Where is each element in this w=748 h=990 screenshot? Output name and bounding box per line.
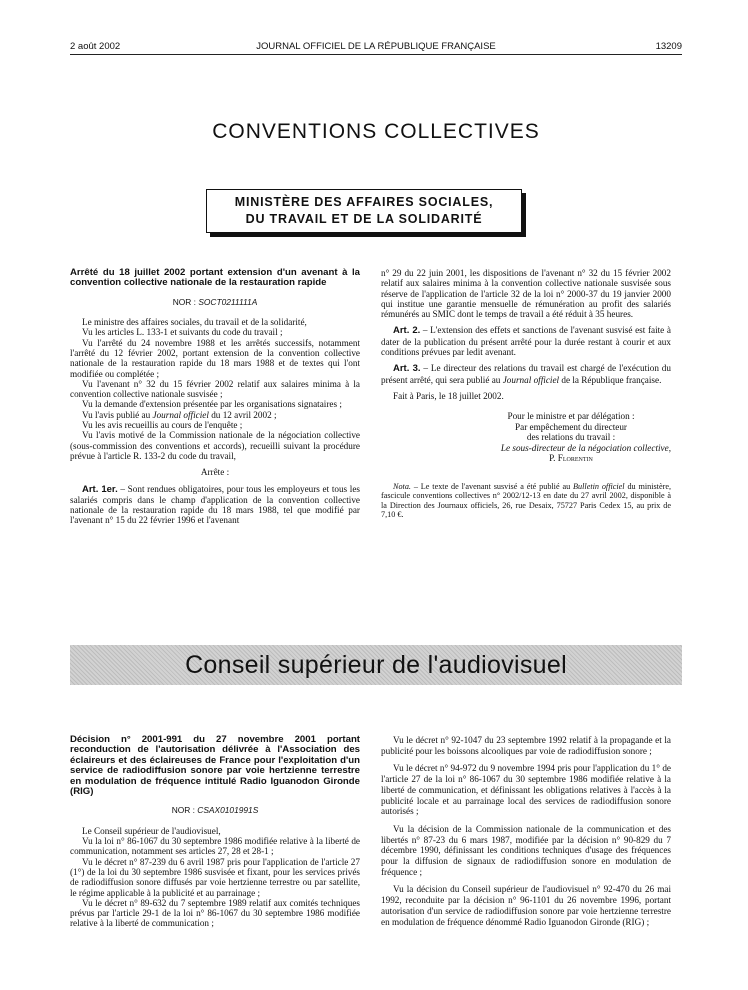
ministry-box: [206, 189, 522, 233]
article-1-text: – Sont rendues obligatoires, pour tous les employeurs et tous les salariés compris dans le champ d'application de la convention collective nationale de la restauration rapide du 18 mars 1988, tel que modifié par l'avenant n° 15 du 22 février 1996 et l'avenant: [70, 483, 360, 526]
csa-banner-title: Conseil supérieur de l'audiovisuel: [185, 650, 567, 679]
article-2-label: Art. 2.: [393, 325, 421, 337]
decision-title: Décision n° 2001-991 du 27 novembre 2001 portant reconduction de l'autorisation délivrée à l'Association des éclaireurs et des éclaireuses de France pour l'exploitation d'un service de radiodiffusion sonore par voie hertzienne terrestre en modulation de fréquence intitulé Radio Iguanodon Gironde (RIG): [70, 734, 360, 798]
visa: Vu le décret n° 89-632 du 7 septembre 1989 relatif aux comités techniques prévus par l'article 29-1 de la loi n° 86-1067 du 30 septembre 1986 modifiée relative à la liberté de communication ;: [70, 897, 360, 929]
arrete-label: Arrête :: [200, 467, 230, 478]
visa: Vu le décret n° 92-1047 du 23 septembre 1992 relatif à la propagande et la publicité pour les boissons alcooliques par voie de radiodiffusion sonore ;: [381, 735, 671, 756]
decision-nor: [70, 805, 360, 815]
visa: Vu le décret n° 94-972 du 9 novembre 1994 pris pour l'application du 1° de l'article 27 de la loi n° 86-1067 du 30 septembre 1986 modifiée relative à la liberté de communication, et définissant les obligations relatives à l'accès à la publicité locale et au parrainage local des services de radiodiffusion sonore autorisés ;: [381, 763, 671, 817]
nota: [381, 482, 671, 520]
visa: Vu l'arrêté du 24 novembre 1988 et les arrêtés successifs, notamment l'arrêté du 12 février 2002, portant extension de la convention collective nationale de la restauration rapide du 18 mars 1988 et de textes qui l'ont modifiée ou complétée ;: [70, 337, 360, 379]
article-2: [381, 325, 671, 357]
nota-label: Nota.: [393, 481, 411, 491]
arrete-nor: [70, 297, 360, 307]
visa: Vu les avis recueillis au cours de l'enquête ;: [82, 420, 243, 431]
signature-line: Pour le ministre et par délégation :: [507, 411, 635, 422]
bulletin-officiel-ref: Bulletin officiel: [573, 481, 625, 491]
signature-line: des relations du travail :: [526, 432, 616, 443]
visa: Vu la loi n° 86-1067 du 30 septembre 1986 modifiée relative à la liberté de communication, notamment ses articles 27, 28 et 28-1 ;: [70, 836, 360, 857]
signature-role: [381, 443, 671, 454]
journal-title: JOURNAL OFFICIEL DE LA RÉPUBLIQUE FRANÇAISE: [256, 41, 496, 52]
ministry-line-1: MINISTÈRE DES AFFAIRES SOCIALES,: [234, 195, 494, 209]
ministry-line-2: DU TRAVAIL ET DE LA SOLIDARITÉ: [245, 212, 483, 226]
arrete-left-column: [70, 268, 360, 526]
fait-a-paris: Fait à Paris, le 18 juillet 2002.: [393, 390, 504, 401]
csa-banner: [70, 645, 682, 685]
journal-officiel-ref: Journal officiel: [502, 374, 560, 385]
visa: Vu les articles L. 133-1 et suivants du code du travail ;: [82, 327, 283, 338]
article-3-text: – Le directeur des relations du travail est chargé de l'exécution du présent arrêté, qui sera publié au: [381, 363, 671, 385]
visa: Vu la décision du Conseil supérieur de l'audiovisuel n° 92-470 du 26 mai 1992, reconduite par la décision n° 96-1101 du 26 novembre 1996, portant autorisation d'un service de radiodiffusion sonore par voie hertzienne terrestre en modulation de fréquence dénommé Radio Iguanodon Gironde (RIG) ;: [381, 884, 671, 927]
visa-jo-text: Vu l'avis publié au: [82, 409, 153, 420]
nota-text-end: du ministère, fascicule conventions collectives n° 2002/12-13 en date du 27 avril 2002, disponible à la Direction des Journaux officiels, 26, rue Desaix, 75727 Paris Cedex 15, au prix de 7,10 €.: [381, 481, 671, 519]
section-title: CONVENTIONS COLLECTIVES: [212, 120, 540, 143]
article-1-label: Art. 1er.: [82, 483, 118, 495]
nor-label: NOR :: [171, 805, 195, 816]
nor-label: NOR :: [172, 296, 196, 307]
arrete-title: Arrêté du 18 juillet 2002 portant extension d'un avenant à la convention collective nationale de la restauration rapide: [70, 267, 360, 289]
visa-journal-officiel: [70, 410, 360, 420]
visa: Vu la décision de la Commission nationale de la communication et des libertés n° 87-23 du 6 mars 1987, modifiée par la décision n° 90-829 du 7 décembre 1990, définissant les conditions techniques d'usage des fréquences pour la diffusion de signaux de radiodiffusion sonore en modulation de fréquence ;: [381, 823, 671, 877]
arrete-right-column: [381, 268, 671, 519]
article-3-text-end: de la République française.: [559, 374, 662, 385]
article-2-text: – L'extension des effets et sanctions de l'avenant susvisé est faite à dater de la publication du présent arrêté pour la durée restant à courir et aux conditions prévues par ledit avenant.: [381, 325, 671, 358]
journal-officiel-ref: Journal officiel: [152, 409, 209, 420]
csa-left-column: [70, 735, 360, 929]
signature-name: P. Florentin: [549, 453, 593, 464]
nota-text: – Le texte de l'avenant susvisé a été publié au: [410, 481, 574, 491]
visa-jo-date: du 12 avril 2002 ;: [208, 409, 277, 420]
article-3: [381, 363, 671, 385]
csa-right-column: [381, 735, 671, 934]
visa: Vu l'avenant n° 32 du 15 février 2002 relatif aux salaires minima à la convention collective nationale susvisée ;: [70, 378, 360, 400]
nor-code: CSAX0101991S: [197, 805, 259, 816]
header-rule: [70, 54, 682, 55]
nor-code: SOCT0211111A: [198, 296, 258, 307]
decision-intro: Le Conseil supérieur de l'audiovisuel,: [82, 825, 221, 836]
article-3-label: Art. 3.: [393, 363, 421, 375]
article-1: [70, 484, 360, 526]
visa: Vu l'avis motivé de la Commission nationale de la négociation collective (sous-commission des conventions et accords), recueilli suivant la procédure prévue à l'article R. 133-2 du code du travail,: [70, 430, 360, 461]
page-number: 13209: [655, 41, 682, 52]
signature-block: [381, 411, 671, 464]
page-date: 2 août 2002: [70, 41, 121, 52]
visa: Vu la demande d'extension présentée par les organisations signataires ;: [82, 399, 342, 410]
arrete-intro: Le ministre des affaires sociales, du travail et de la solidarité,: [82, 317, 307, 328]
signature-line: Par empêchement du directeur: [515, 421, 627, 432]
signature-role-text: Le sous-directeur de la négociation collective,: [500, 442, 671, 453]
article-1-continued: n° 29 du 22 juin 2001, les dispositions de l'avenant n° 32 du 15 février 2002 relatif aux salaires minima à la convention collective nationale susvisée sous réserve de l'application de l'article 32 de la loi n° 2000-37 du 19 janvier 2000 qui institue une garantie mensuelle de rémunération au profit des salariés rémunérés au SMIC dont le temps de travail a été réduit à 35 heures.: [381, 268, 671, 320]
visa: Vu le décret n° 87-239 du 6 avril 1987 pris pour l'application de l'article 27 (1°) de la loi du 30 septembre 1986 susvisée et fixant, pour les services privés de radiodiffusion sonore diffusés par voie hertzienne terrestre ou par satellite, le régime applicable à la publicité et au parrainage ;: [70, 856, 360, 898]
